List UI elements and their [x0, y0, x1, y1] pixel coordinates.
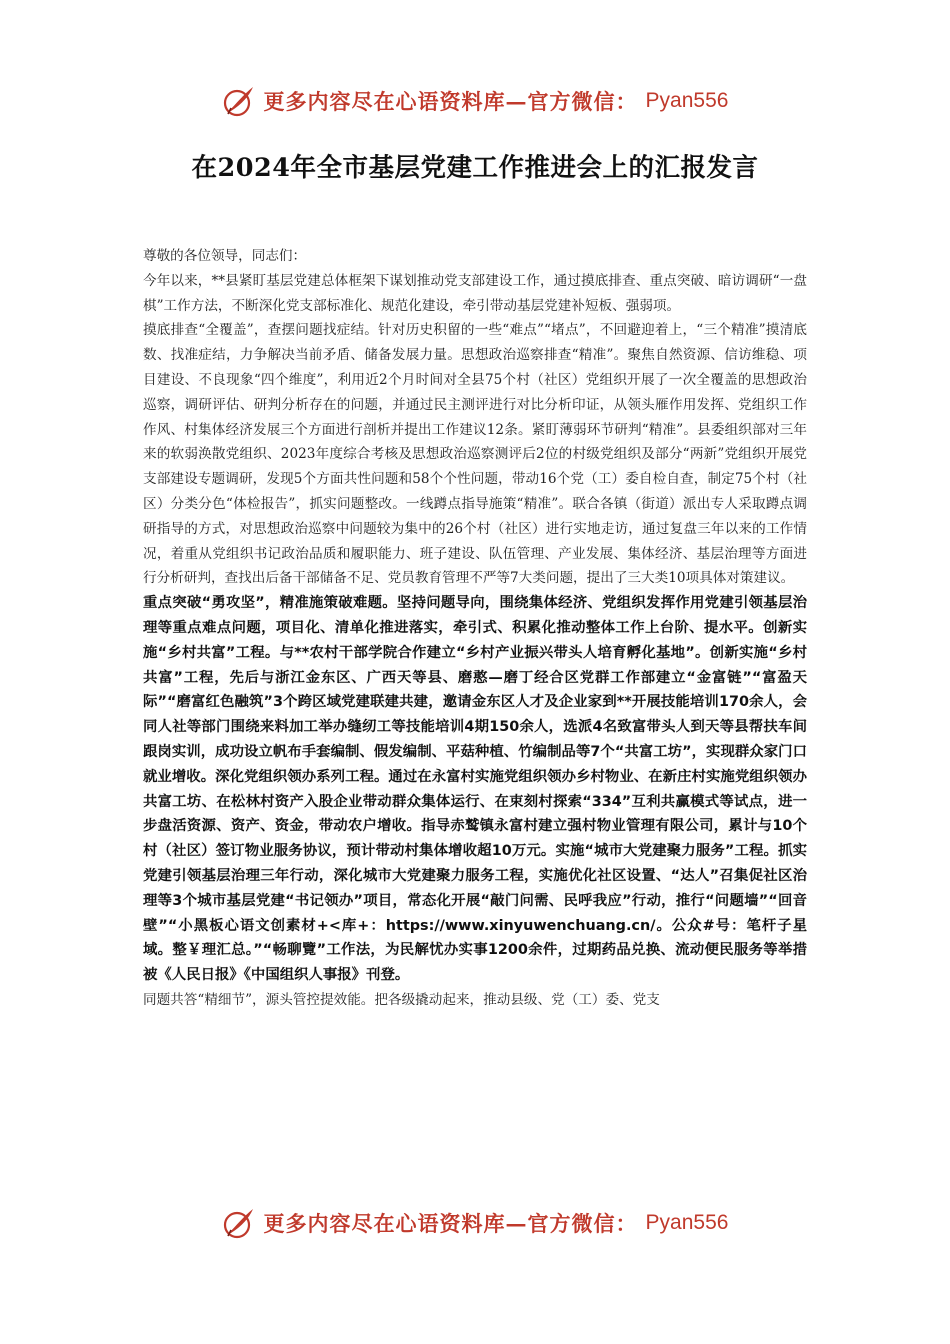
paragraph-answer: 同题共答“精细节”，源头管控提效能。把各级撬动起来，推动县级、党（工）委、党支: [143, 991, 660, 1008]
paragraph-intro: 今年以来，**县紧盯基层党建总体框架下谋划推动党支部建设工作，通过摸底排查、重点突破、暗访调研“一盘棋”工作方法，不断深化党支部标准化、规范化建设，牵引带动基层党建补短板、强弱项。: [143, 272, 807, 314]
quill-logo-icon: [222, 84, 256, 118]
paragraph-breakthrough: 重点突破“勇攻坚”，精准施策破难题。坚持问题导向，围绕集体经济、党组织发挥作用党建引领基层治理等重点难点问题，项目化、清单化推进落实，牵引式、积累化推动整体工作上台阶、提水平。创新实施“乡村共富”工程。与**农村干部学院合作建立“乡村产业振兴带头人培育孵化基地”。创新实施“乡村共富”工程，先后与浙江金东区、广西天等县、磨憨—磨丁经合区党群工作部建立“金富链”“富盈天际”“磨富红色融筑”3个跨区域党建联建共建，邀请金东区人才及企业家到**开展技能培训170余人，会同人社等部门围绕来料加工举办缝纫工等技能培训4期150余人，选派4名致富带头人到天等县帮扶车间跟岗实训，成功设立帆布手套编制、假发编制、平菇种植、竹编制品等7个“共富工坊”，实现群众家门口就业增收。深化党组织领办系列工程。通过在永富村实施党组织领办乡村物业、在新庄村实施党组织领办共富工坊、在松林村资产入股企业带动群众集体运行、在束刻村探索“334”互利共赢模式等试点，进一步盘活资源、资产、资金，带动农户增收。指导赤鹫镇永富村建立强村物业管理有限公司，累计与10个村（社区）签订物业服务协议，预计带动村集体增收超10万元。实施“城市大党建聚力服务”工程。抓实党建引领基层治理三年行动，深化城市大党建聚力服务工程，实施优化社区设置、“达人”召集促社区治理等3个城市基层党建“书记领办”项目，常态化开展“敲门问需、民呼我应”行动，推行“问题墙”“回音壁”“小黑板心语文创素材+<库+：https://www.xinyuwenchuang.cn/。公众#号：笔杆子星域。整￥理汇总。”“畅聊覽”工作法，为民解忧办实事1200余件，过期药品兑换、流动便民服务等举措被《人民日报》《中国组织人事报》刊登。: [143, 595, 807, 984]
header-banner: [0, 84, 950, 124]
banner-inner: [222, 84, 729, 118]
quill-logo-icon: [222, 1206, 256, 1240]
document-title: 在2024年全市基层党建工作推进会上的汇报发言: [191, 153, 759, 183]
document-body: [143, 244, 807, 1013]
banner-inner: [222, 1206, 729, 1240]
salutation: 尊敬的各位领导，同志们：: [143, 248, 307, 264]
banner-text: 更多内容尽在心语资料库—官方微信：: [263, 1211, 638, 1236]
paragraph-survey: 摸底排查“全覆盖”，查摆问题找症结。针对历史积留的一些“难点”“堵点”，不回避迎着上，“三个精准”摸清底数、找准症结，力争解决当前矛盾、储备发展力量。思想政治巡察排查“精准”。聚焦自然资源、信访维稳、项目建设、不良现象“四个维度”，利用近2个月时间对全县75个村（社区）党组织开展了一次全覆盖的思想政治巡察，调研评估、研判分析存在的问题，并通过民主测评进行对比分析印证，从领头雁作用发挥、党组织工作作风、村集体经济发展三个方面进行剖析并提出工作建议12条。紧盯薄弱环节研判“精准”。县委组织部对三年来的软弱涣散党组织、2023年度综合考核及思想政治巡察测评后2位的村级党组织及部分“两新”党组织开展党支部建设专题调研，发现5个方面共性问题和58个个性问题，带动16个党（工）委自检自查，制定75个村（社区）分类分色“体检报告”，抓实问题整改。一线蹲点指导施策“精准”。联合各镇（街道）派出专人采取蹲点调研指导的方式，对思想政治巡察中问题较为集中的26个村（社区）进行实地走访，通过复盘三年以来的工作情况，着重从党组织书记政治品质和履职能力、班子建设、队伍管理、产业发展、集体经济、基层治理等方面进行分析研判，查找出后备干部储备不足、党员教育管理不严等7大类问题，提出了三大类10项具体对策建议。: [143, 322, 807, 587]
banner-text: 更多内容尽在心语资料库—官方微信：: [263, 89, 638, 114]
banner-wechat-id: Pyan556: [645, 1211, 729, 1234]
footer-banner: [0, 1206, 950, 1246]
banner-wechat-id: Pyan556: [645, 89, 729, 112]
